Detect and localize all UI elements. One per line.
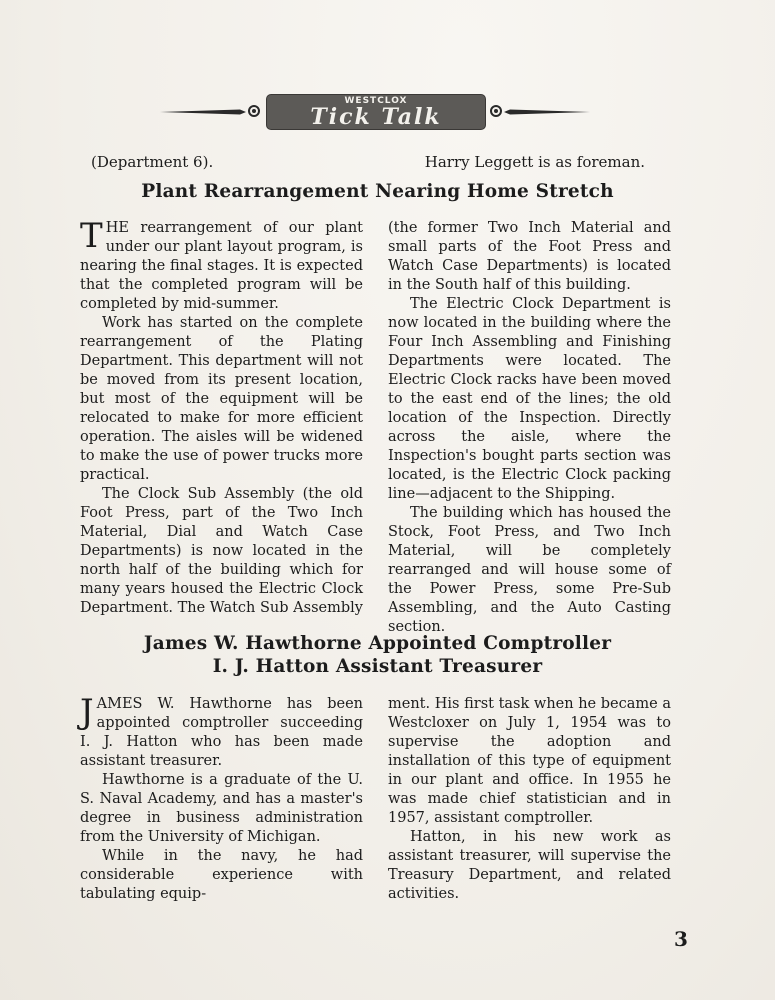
- article2-paragraph: While in the navy, he had considerable experience with tabulating equip-: [80, 848, 363, 902]
- article1-left-column: [80, 216, 363, 618]
- article1-paragraph: THE rearrangement of our plant under our plant layout program, is nearing the final stages. It is expected that the completed program will be completed by mid-summer.: [80, 216, 363, 312]
- article1-paragraph: The Electric Clock Department is now located in the building where the Four Inch Assembling and Finishing Departments were located. The Electric Clock racks have been moved to the east end of the lines; the old location of the Inspection. Directly across the aisle, where the Inspection's bought parts section was located, is the Electric Clock packing line—adjacent to the Shipping.: [388, 296, 671, 502]
- article1-headline: Plant Rearrangement Nearing Home Stretch: [141, 181, 614, 202]
- article1-paragraph: Work has started on the complete rearrangement of the Plating Department. This department will not be moved from its present location, but most of the equipment will be relocated to make for more efficient operation. The aisles will be widened to make the use of power trucks more practical.: [80, 315, 363, 483]
- masthead: [160, 92, 590, 132]
- clock-knob-right-icon: [490, 105, 502, 117]
- drop-cap: T: [80, 216, 103, 256]
- clock-hand-left-icon: [160, 109, 246, 115]
- article1-paragraph: The Clock Sub Assembly (the old Foot Press, part of the Two Inch Material, Dial and Watch Case Departments) is now located in the north half of the building which for many years housed the Electric Clock Department. The Watch Sub Assembly: [80, 486, 363, 616]
- drop-cap: J: [80, 692, 94, 732]
- article2-paragraph: Hatton, in his new work as assistant treasurer, will supervise the Treasury Department, and related activities.: [388, 829, 671, 902]
- article2-left-column: [80, 692, 363, 904]
- continued-text-right: Harry Leggett is as foreman.: [424, 153, 645, 171]
- tick-talk-logo: [266, 94, 486, 130]
- logo-brand: WESTCLOX: [344, 96, 408, 106]
- page-number: 3: [674, 927, 688, 951]
- article1-right-column: [388, 219, 671, 637]
- article2-right-column: [388, 695, 671, 904]
- article1-paragraph: (the former Two Inch Material and small parts of the Foot Press and Watch Case Departments) is located in the South half of this building.: [388, 220, 671, 293]
- clock-hand-right-icon: [504, 109, 590, 115]
- continued-text-left: (Department 6).: [91, 153, 214, 171]
- article2-paragraph: Hawthorne is a graduate of the U. S. Naval Academy, and has a master's degree in business administration from the University of Michigan.: [80, 772, 363, 845]
- clock-knob-left-icon: [248, 105, 260, 117]
- article2-headline-line1: James W. Hawthorne Appointed Comptroller: [143, 633, 612, 654]
- logo-title: Tick Talk: [310, 104, 442, 130]
- article2-paragraph: JAMES W. Hawthorne has been appointed comptroller succeeding I. J. Hatton who has been made assistant treasurer.: [80, 692, 363, 769]
- article1-paragraph: The building which has housed the Stock, Foot Press, and Two Inch Material, will be completely rearranged and will house some of the Power Press, some Pre-Sub Assembling, and the Auto Casting section.: [388, 505, 671, 635]
- article2-paragraph: ment. His first task when he became a Westcloxer on July 1, 1954 was to supervise the adoption and installation of this type of equipment in our plant and office. In 1955 he was made chief statistician and in 1957, assistant comptroller.: [388, 696, 671, 826]
- article2-headline-line2: I. J. Hatton Assistant Treasurer: [212, 656, 543, 677]
